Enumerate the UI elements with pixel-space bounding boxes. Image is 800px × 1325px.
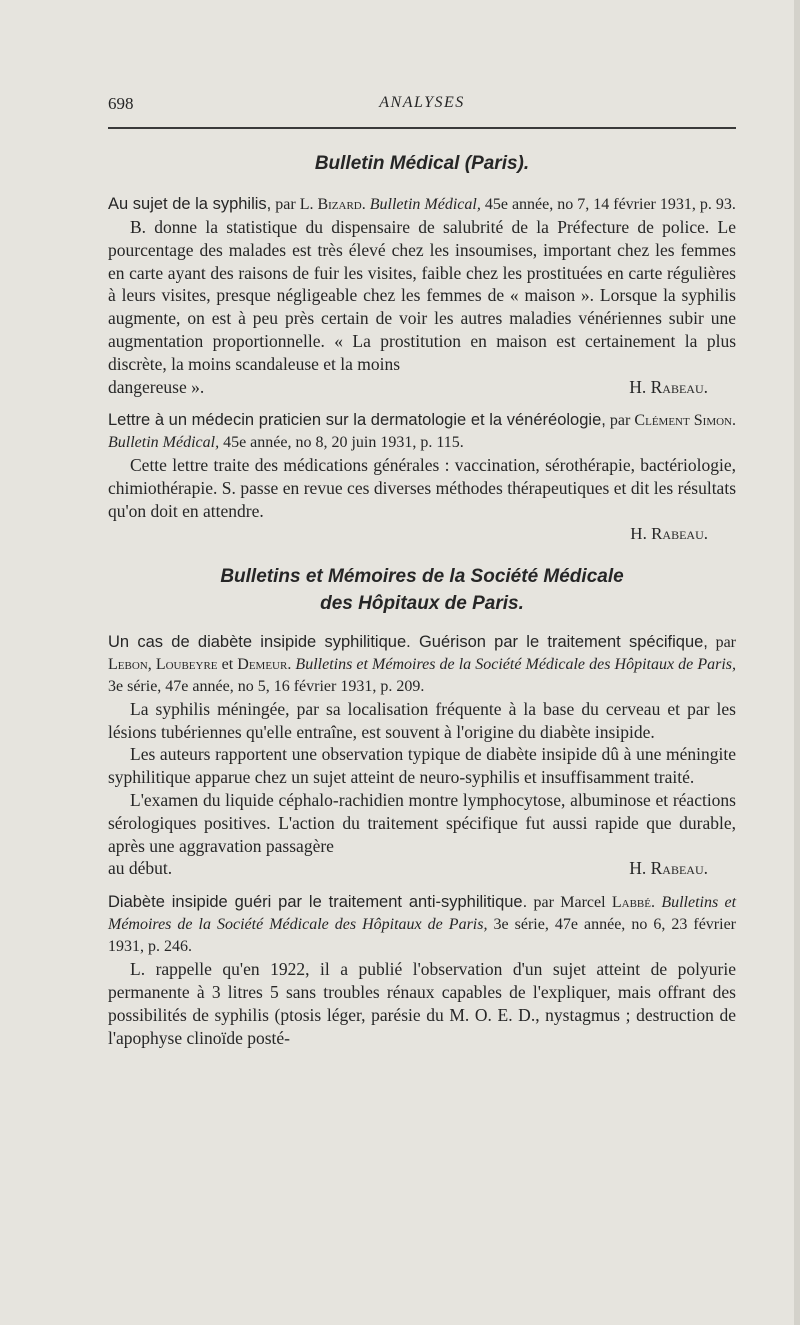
- article-body: [108, 454, 736, 544]
- article-by: par: [275, 196, 296, 213]
- article-body: [108, 698, 736, 880]
- header-rule: [108, 127, 736, 129]
- article-journal: Bulletin Médical,: [369, 196, 481, 213]
- article: [108, 891, 736, 1049]
- paragraph-end: dangereuse ».: [108, 376, 205, 397]
- article: [108, 631, 736, 880]
- article-author: Loubeyre: [155, 655, 218, 673]
- page-number: 698: [108, 94, 134, 113]
- section-title-line: des Hôpitaux de Paris.: [320, 592, 524, 614]
- paragraph: Les auteurs rapportent une observation typique de diabète insipide dû à une méningite syphilitique apparue chez un sujet atteint de neuro-syphilis et insuffisamment traité.: [108, 744, 736, 788]
- article-heading: [108, 891, 736, 958]
- article: [108, 409, 736, 544]
- article-by: par: [609, 412, 631, 430]
- paragraph: La syphilis méningée, par sa localisation fréquente à la base du cerveau et par les lésions tubériennes qu'elle entraîne, est souvent à l'origine du diabète insipide.: [108, 698, 736, 742]
- article-body: [108, 958, 736, 1049]
- signature: H. Rabeau.: [629, 858, 708, 879]
- article-journal: Bulletins et Mémoires de la Société Médicale des Hôpitaux de Paris,: [295, 655, 737, 673]
- article-heading: [108, 631, 736, 698]
- article-author: Lebon,: [108, 655, 152, 673]
- article-citation: 3e série, 47e année, no 5, 16 février 1931, p. 209.: [108, 677, 425, 695]
- paragraph-end: au début.: [108, 858, 173, 879]
- article-title: Au sujet de la syphilis,: [108, 195, 272, 213]
- paragraph: B. donne la statistique du dispensaire de salubrité de la Préfecture de police. Le pourcentage des malades est très élevé chez les insoumises, important chez les femmes en carte ayant des raisons de fuir les visites, faible chez les prostituées en carte régulières à leurs visites, presque négligeable chez les femmes de « maison ». Lorsque la syphilis augmente, on est à peu près certain de voir les autres maladies vénériennes subir une augmentation proportionnelle. « La prostitution en maison est certainement la plus discrète, la moins scandaleuse et la moins: [108, 217, 736, 374]
- signature: H. Rabeau.: [630, 523, 708, 543]
- page-header: [108, 94, 736, 116]
- article-author: Clément Simon.: [634, 412, 736, 430]
- paragraph: L. rappelle qu'en 1922, il a publié l'observation d'un sujet atteint de polyurie permanente à 3 litres 5 sans troubles rénaux capables de l'expliquer, mais offrant des possibilités de syphilis (ptosis léger, parésie du M. O. E. D., nystagmus ; destruction de l'apophyse clinoïde posté-: [108, 959, 736, 1048]
- text-column: [108, 150, 736, 1060]
- article-and: et: [221, 655, 234, 673]
- page-edge: [794, 0, 800, 1325]
- article-title: Lettre à un médecin praticien sur la dermatologie et la vénéréologie,: [108, 411, 606, 430]
- article-author: L. Bizard.: [299, 196, 366, 213]
- section-title: Bulletin Médical (Paris).: [314, 153, 530, 174]
- article-title: Diabète insipide guéri par le traitement anti-syphilitique.: [108, 893, 528, 912]
- running-title: ANALYSES: [379, 94, 465, 111]
- article-body: [108, 216, 736, 398]
- article-heading: [108, 193, 736, 216]
- section-title: [108, 563, 736, 617]
- article-title: Un cas de diabète insipide syphilitique. Guérison par le traitement spécifique,: [108, 632, 708, 651]
- section-title-line: Bulletins et Mémoires de la Société Médicale: [220, 565, 624, 587]
- article-by: par: [715, 633, 737, 651]
- article-author: Demeur.: [237, 655, 292, 673]
- signature: H. Rabeau.: [629, 376, 708, 397]
- article-by: par Marcel: [533, 894, 606, 912]
- paragraph: L'examen du liquide céphalo-rachidien montre lymphocytose, albuminose et réactions sérologiques positives. L'action du traitement spécifique fut aussi rapide que durable, après une aggravation passagère: [108, 789, 736, 856]
- article-citation: 3e série, 47e année, no 6, 23 février 1931, p. 246.: [108, 916, 737, 956]
- article-citation: 45e année, no 8, 20 juin 1931, p. 115.: [223, 434, 464, 452]
- article: [108, 193, 736, 398]
- article-author: Labbé.: [611, 894, 655, 912]
- article-journal: Bulletin Médical,: [108, 434, 220, 452]
- article-journal: Bulletins et Mémoires de la Société Médicale des Hôpitaux de Paris,: [108, 894, 737, 934]
- paragraph: Cette lettre traite des médications générales : vaccination, sérothérapie, bactériologie, chimiothérapie. S. passe en revue ces diverses méthodes thérapeutiques et dit les résultats qu'on doit en attendre.: [108, 455, 736, 521]
- article-citation: 45e année, no 7, 14 février 1931, p. 93.: [484, 196, 736, 213]
- closing-line: [108, 857, 736, 880]
- article-heading: [108, 409, 736, 454]
- closing-line: [108, 376, 736, 399]
